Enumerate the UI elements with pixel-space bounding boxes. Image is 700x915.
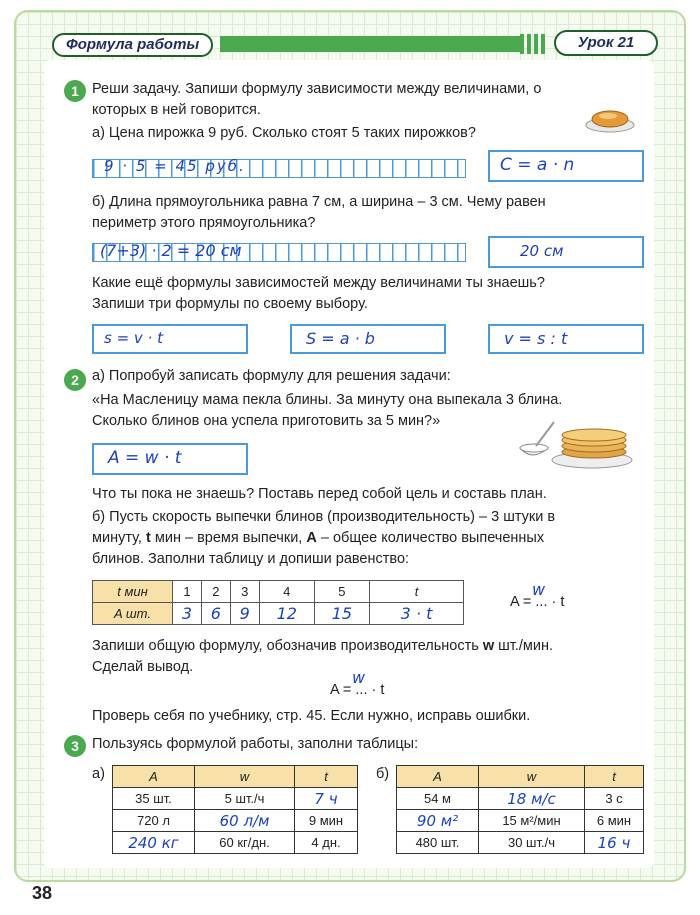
task1-a-answer: 9 · 5 = 45 руб. xyxy=(104,157,246,175)
t-cell-1: 1 xyxy=(173,581,202,603)
ta-r1-w: 5 шт./ч xyxy=(195,788,295,810)
pie-icon xyxy=(584,104,636,134)
task2-a: а) Попробуй записать формулу для решения задачи: xyxy=(92,368,451,384)
task3-text: Пользуясь формулой работы, заполни таблицы: xyxy=(92,736,419,752)
task2-plan: Что ты пока не знаешь? Поставь перед собой цель и составь план. xyxy=(92,486,547,502)
lesson-title: Урок 21 xyxy=(554,30,658,56)
header-bar xyxy=(220,36,520,52)
formula-1: s = v · t xyxy=(104,329,163,347)
task2-b1: б) Пусть скорость выпечки блинов (производительность) – 3 штуки в xyxy=(92,509,556,525)
formula-3: v = s : t xyxy=(504,329,568,348)
task2-number: 2 xyxy=(64,369,86,391)
header-stripes xyxy=(520,34,550,54)
task2-general1: Запиши общую формулу, обозначив производительность w шт./мин. xyxy=(92,638,553,654)
task2-b3: блинов. Заполни таблицу и допиши равенство: xyxy=(92,551,410,567)
task2-check: Проверь себя по учебнику, стр. 45. Если нужно, исправь ошибки. xyxy=(92,708,531,724)
tb-r1-t: 3 с xyxy=(585,788,644,810)
tb-header-w: w xyxy=(479,766,585,788)
topic-title: Формула работы xyxy=(52,33,213,57)
task1-a-formula: C = a · n xyxy=(500,155,575,175)
tb-r3-t[interactable]: 16 ч xyxy=(585,832,644,854)
ta-header-A: A xyxy=(113,766,195,788)
task3-b-label: б) xyxy=(376,766,390,782)
task3-number: 3 xyxy=(64,735,86,757)
t-cell-6: t xyxy=(370,581,464,603)
tb-r3-w: 30 шт./ч xyxy=(479,832,585,854)
task2-answer: A = w · t xyxy=(108,448,182,468)
table-row1-label: t мин xyxy=(93,581,173,603)
task1-number: 1 xyxy=(64,80,86,102)
ta-r3-A[interactable]: 240 кг xyxy=(113,832,195,854)
task3-table-a xyxy=(112,765,358,854)
ta-header-t: t xyxy=(295,766,358,788)
formula-2: S = a · b xyxy=(306,329,375,348)
task2-quote1: «На Масленицу мама пекла блины. За минуту она выпекала 3 блина. xyxy=(92,392,563,408)
ta-header-w: w xyxy=(195,766,295,788)
tb-header-t: t xyxy=(585,766,644,788)
task1-line2: которых в ней говорится. xyxy=(92,102,261,118)
A-cell-3[interactable]: 9 xyxy=(230,603,259,625)
equation-1-hand: w xyxy=(532,580,546,599)
t-cell-3: 3 xyxy=(230,581,259,603)
page-number: 38 xyxy=(32,883,53,903)
task3-a-label: а) xyxy=(92,766,105,782)
t-cell-5: 5 xyxy=(314,581,369,603)
ta-r1-t[interactable]: 7 ч xyxy=(295,788,358,810)
ta-r3-w: 60 кг/дн. xyxy=(195,832,295,854)
equation-2: A = ... · t xyxy=(330,682,385,698)
task1-b1: б) Длина прямоугольника равна 7 см, а ширина – 3 см. Чему равен xyxy=(92,194,546,210)
task2-general2: Сделай вывод. xyxy=(92,659,194,675)
tb-r2-t: 6 мин xyxy=(585,810,644,832)
pancake-icon xyxy=(514,408,634,470)
task1-b2: периметр этого прямоугольника? xyxy=(92,215,316,231)
task2-table xyxy=(92,580,464,625)
t-cell-2: 2 xyxy=(201,581,230,603)
task3-table-b xyxy=(396,765,644,854)
equation-2-hand: w xyxy=(352,668,366,687)
ta-r1-A: 35 шт. xyxy=(113,788,195,810)
task1-line1: Реши задачу. Запиши формулу зависимости между величинами, о xyxy=(92,81,542,97)
task1-b-result-box[interactable] xyxy=(488,236,644,268)
tb-r2-w: 15 м²/мин xyxy=(479,810,585,832)
tb-header-A: A xyxy=(397,766,479,788)
equation-1: A = ... · t xyxy=(510,594,565,610)
task1-b-answer: (7+3) · 2 = 20 см xyxy=(100,241,242,260)
tb-r1-w[interactable]: 18 м/с xyxy=(479,788,585,810)
ta-r2-w[interactable]: 60 л/м xyxy=(195,810,295,832)
A-cell-1[interactable]: 3 xyxy=(173,603,202,625)
A-cell-4[interactable]: 12 xyxy=(259,603,314,625)
A-cell-5[interactable]: 15 xyxy=(314,603,369,625)
task1-b-result: 20 см xyxy=(520,242,564,260)
tb-r3-A: 480 шт. xyxy=(397,832,479,854)
tb-r2-A[interactable]: 90 м² xyxy=(397,810,479,832)
task1-q1: Какие ещё формулы зависимостей между величинами ты знаешь? xyxy=(92,275,545,291)
A-cell-6[interactable]: 3 · t xyxy=(370,603,464,625)
ta-r2-A: 720 л xyxy=(113,810,195,832)
task1-q2: Запиши три формулы по своему выбору. xyxy=(92,296,368,312)
t-cell-4: 4 xyxy=(259,581,314,603)
ta-r3-t: 4 дн. xyxy=(295,832,358,854)
table-row2-label: A шт. xyxy=(93,603,173,625)
A-cell-2[interactable]: 6 xyxy=(201,603,230,625)
task2-b2: минуту, t мин – время выпечки, A – общее количество выпеченных xyxy=(92,530,545,546)
task1-a: а) Цена пирожка 9 руб. Сколько стоят 5 таких пирожков? xyxy=(92,125,476,141)
task2-quote2: Сколько блинов она успела приготовить за 5 мин?» xyxy=(92,413,441,429)
ta-r2-t: 9 мин xyxy=(295,810,358,832)
tb-r1-A: 54 м xyxy=(397,788,479,810)
